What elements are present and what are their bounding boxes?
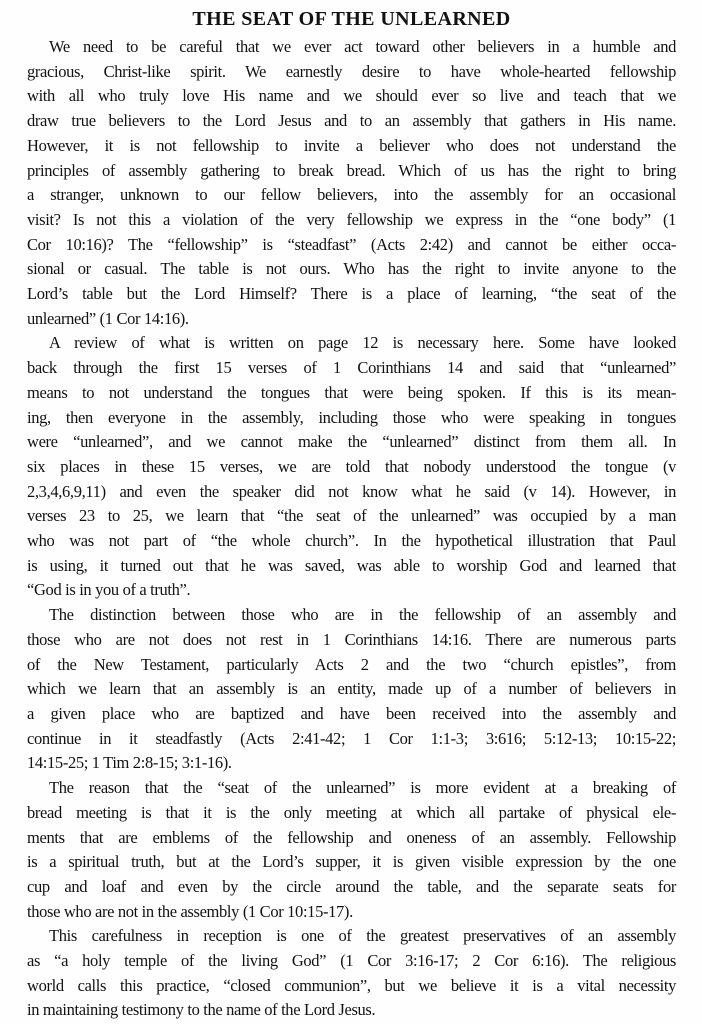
- text-line: We need to be careful that we ever act toward other believers in a humble and: [49, 37, 676, 56]
- text-line: ing, then everyone in the assembly, including those who were speaking in tongues: [27, 407, 676, 427]
- text-line: “God is in you of a truth”.: [27, 580, 191, 600]
- paragraph: [27, 603, 676, 776]
- text-line: which we learn that an assembly is an entity, made up of a number of believers in: [27, 679, 676, 699]
- text-line: However, it is not fellowship to invite a believer who does not understand the: [27, 135, 676, 155]
- text-line: continue in it steadfastly (Acts 2:41-42; 1 Cor 1:1-3; 3:616; 5:12-13; 10:15-22;: [27, 728, 676, 748]
- paragraph: [27, 924, 676, 1023]
- text-line: The distinction between those who are in the fellowship of an assembly and: [49, 605, 676, 625]
- text-line: as “a holy temple of the living God” (1 Cor 3:16-17; 2 Cor 6:16). The religious: [27, 951, 676, 971]
- text-line: those who are not in the assembly (1 Cor 10:15-17).: [27, 901, 353, 921]
- text-line: with all who truly love His name and we should ever so live and teach that we: [27, 86, 676, 106]
- text-line: is using, it turned out that he was saved, was able to worship God and learned that: [27, 555, 676, 575]
- text-line: who was not part of “the whole church”. In the hypothetical illustration that Paul: [27, 531, 676, 551]
- text-line: world calls this practice, “closed communion”, but we believe it is a vital necessity: [27, 975, 676, 995]
- text-line: Cor 10:16)? The “fellowship” is “steadfast” (Acts 2:42) and cannot be either occa-: [27, 234, 676, 254]
- text-line: 2,3,4,6,9,11) and even the speaker did not know what he said (v 14). However, in: [27, 481, 676, 501]
- text-line: back through the first 15 verses of 1 Corinthians 14 and said that “unlearned”: [27, 358, 676, 378]
- page-title: THE SEAT OF THE UNLEARNED: [192, 8, 511, 30]
- text-line: in maintaining testimony to the name of the Lord Jesus.: [27, 1000, 376, 1020]
- text-line: draw true believers to the Lord Jesus and to an assembly that gathers in His name.: [27, 111, 676, 131]
- text-line: gracious, Christ-like spirit. We earnestly desire to have whole-hearted fellowship: [27, 61, 676, 81]
- text-line: were “unlearned”, and we cannot make the “unlearned” distinct from them all. In: [27, 432, 676, 452]
- text-line: means to not understand the tongues that were being spoken. If this is its mean-: [27, 382, 676, 402]
- text-line: The reason that the “seat of the unlearned” is more evident at a breaking of: [49, 778, 676, 798]
- paragraph: [27, 331, 676, 603]
- text-line: six places in these 15 verses, we are told that nobody understood the tongue (v: [27, 456, 676, 476]
- text-line: cup and loaf and even by the circle around the table, and the separate seats for: [27, 876, 676, 896]
- paragraph: [27, 35, 676, 331]
- paragraph: [27, 776, 676, 924]
- text-line: 14:15-25; 1 Tim 2:8-15; 3:1-16).: [27, 753, 232, 773]
- text-line: visit? Is not this a violation of the very fellowship we express in the “one body” (1: [27, 209, 676, 229]
- text-line: ments that are emblems of the fellowship and oneness of an assembly. Fellowship: [27, 827, 676, 847]
- text-line: A review of what is written on page 12 is necessary here. Some have looked: [49, 333, 676, 353]
- text-line: a stranger, unknown to our fellow believers, into the assembly for an occasional: [27, 185, 676, 205]
- text-line: sional or casual. The table is not ours. Who has the right to invite anyone to the: [27, 259, 676, 279]
- text-line: a given place who are baptized and have been received into the assembly and: [27, 703, 676, 723]
- document-body: [27, 35, 676, 1023]
- text-line: those who are not does not rest in 1 Corinthians 14:16. There are numerous parts: [27, 629, 676, 649]
- text-line: principles of assembly gathering to break bread. Which of us has the right to bring: [27, 160, 676, 180]
- text-line: verses 23 to 25, we learn that “the seat of the unlearned” was occupied by a man: [27, 506, 676, 526]
- text-line: This carefulness in reception is one of the greatest preservatives of an assembly: [49, 926, 676, 946]
- text-line: bread meeting is that it is the only meeting at which all partake of physical ele-: [27, 802, 676, 822]
- text-line: of the New Testament, particularly Acts 2 and the two “church epistles”, from: [27, 654, 676, 674]
- text-line: Lord’s table but the Lord Himself? There is a place of learning, “the seat of the: [27, 284, 676, 304]
- text-line: unlearned” (1 Cor 14:16).: [27, 308, 189, 328]
- text-line: is a spiritual truth, but at the Lord’s supper, it is given visible expression by the one: [27, 852, 676, 872]
